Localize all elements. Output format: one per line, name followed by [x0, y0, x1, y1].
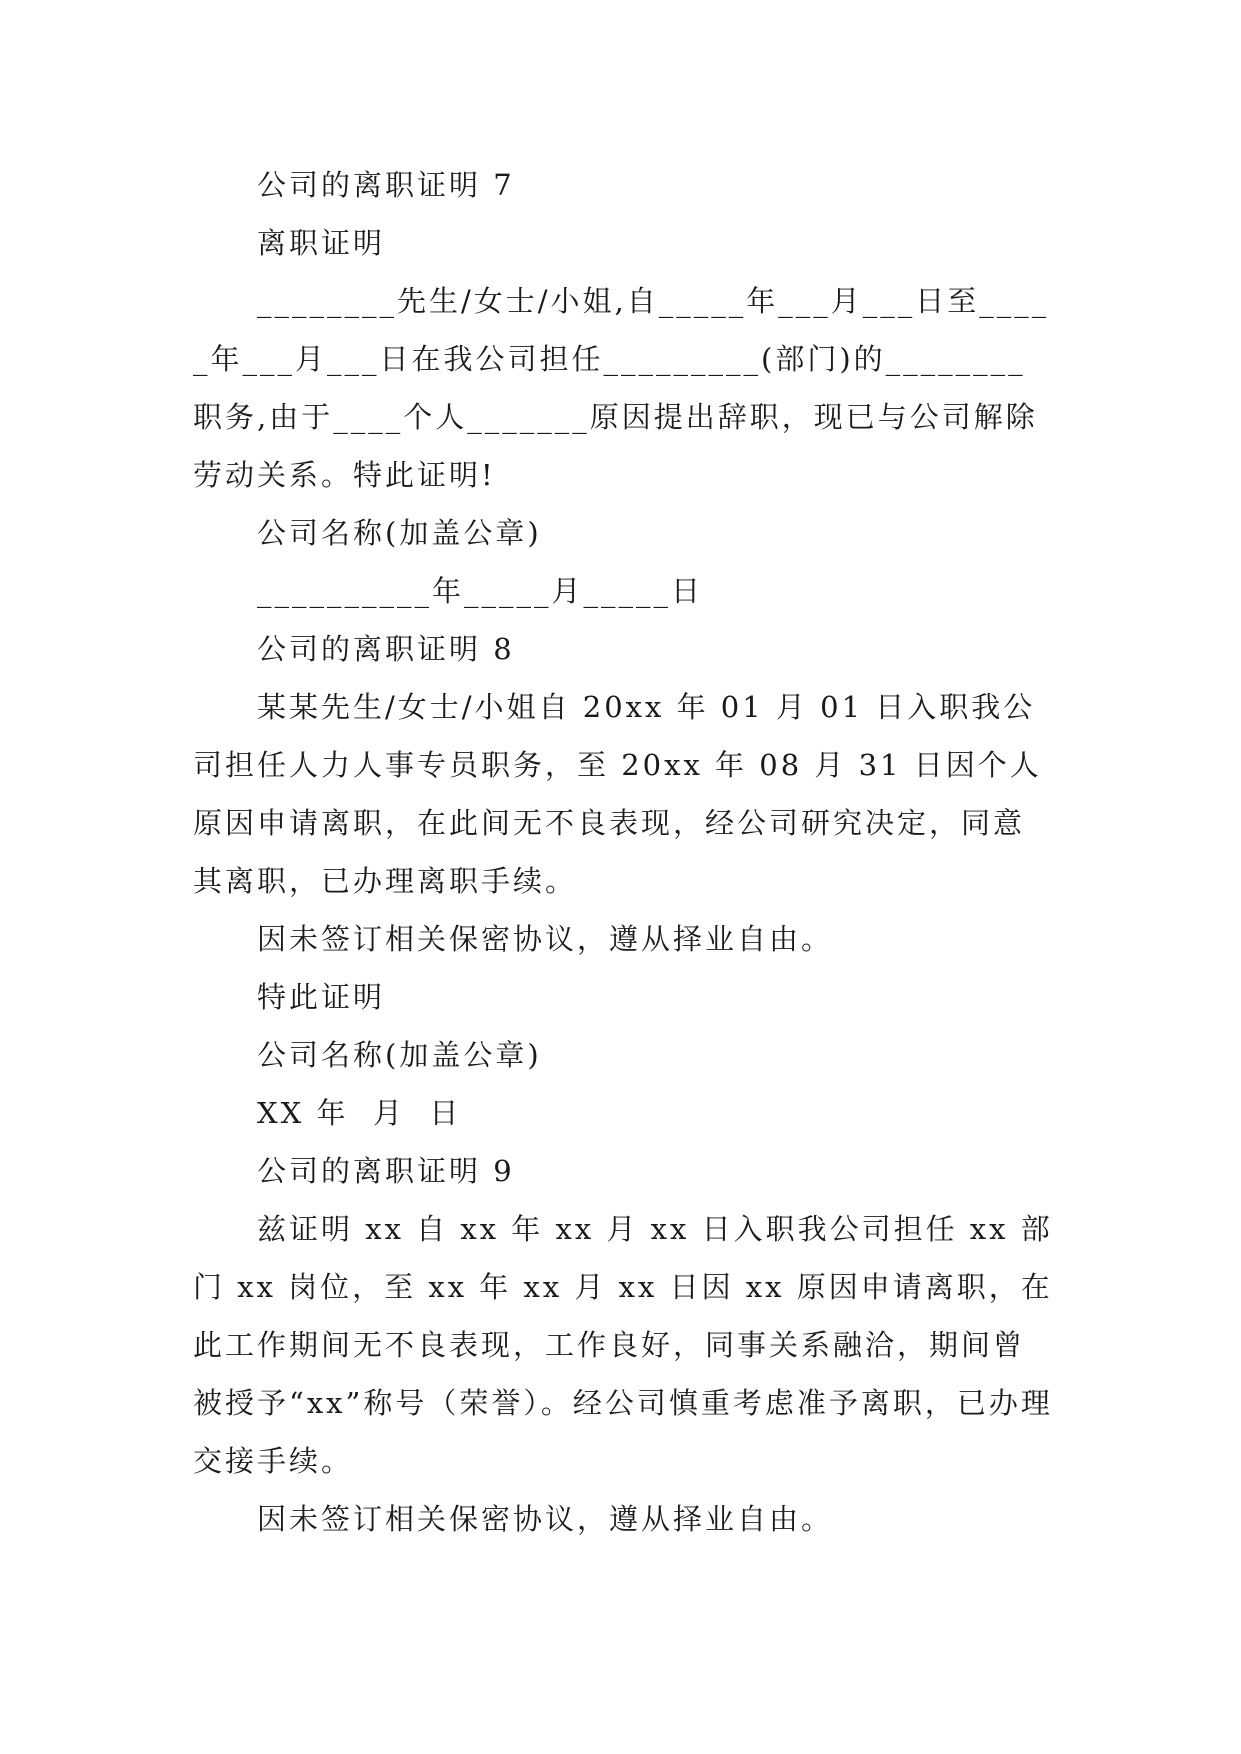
certify-statement-8: 特此证明 — [257, 980, 386, 1014]
certificate-body-7: ________先生/女士/小姐,自_____年___月___日至_____年___月___日在我公司担任_________(部门)的________职务,由于____个人_______原因提出辞职，现已与公司解除劳动关系。特此证明! — [193, 284, 1050, 492]
signature-date-7: __________年_____月_____日 — [257, 574, 704, 608]
section-heading-7: 公司的离职证明 7 — [257, 168, 515, 202]
certificate-body-8: 某某先生/女士/小姐自 20xx 年 01 月 01 日入职我公司担任人力人事专员职务，至 20xx 年 08 月 31 日因个人原因申请离职，在此间无不良表现，经公司研究决定，同意其离职，已办理离职手续。 — [193, 690, 1042, 898]
company-signature-8: 公司名称(加盖公章) — [257, 1038, 542, 1072]
company-signature-7: 公司名称(加盖公章) — [257, 516, 542, 550]
section-heading-8: 公司的离职证明 8 — [257, 632, 515, 666]
confidentiality-note-8: 因未签订相关保密协议，遵从择业自由。 — [257, 922, 834, 956]
document-body — [193, 156, 1053, 1548]
section-heading-9: 公司的离职证明 9 — [257, 1154, 515, 1188]
confidentiality-note-9: 因未签订相关保密协议，遵从择业自由。 — [257, 1502, 834, 1536]
certificate-title-7: 离职证明 — [257, 226, 386, 260]
certificate-body-9: 兹证明 xx 自 xx 年 xx 月 xx 日入职我公司担任 xx 部门 xx 岗位，至 xx 年 xx 月 xx 日因 xx 原因申请离职，在此工作期间无不良表现，工作良好，同事关系融洽，期间曾被授予“xx”称号（荣誉）。经公司慎重考虑准予离职，已办理交接手续。 — [193, 1212, 1053, 1478]
signature-date-8: XX 年 月 日 — [257, 1096, 462, 1130]
